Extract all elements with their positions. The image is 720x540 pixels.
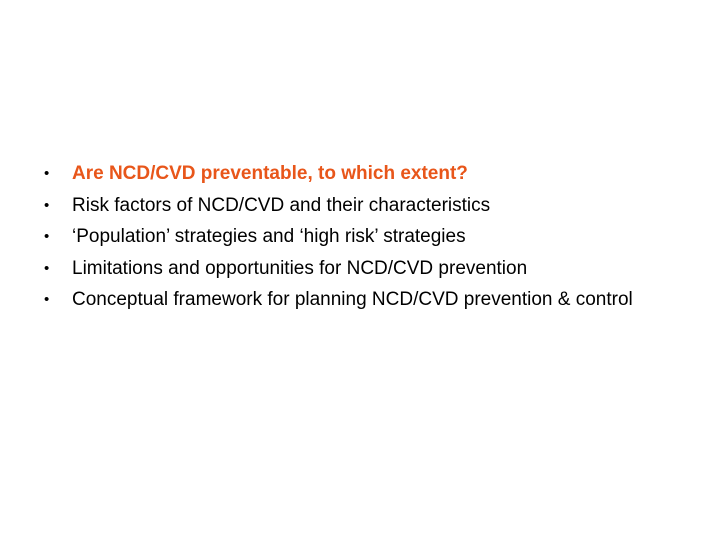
bullet-dot-icon: • bbox=[44, 228, 50, 245]
bullet-text: Risk factors of NCD/CVD and their characteristics bbox=[72, 194, 491, 216]
bullet-item-preventable bbox=[44, 161, 684, 187]
bullet-text: Limitations and opportunities for NCD/CVD prevention bbox=[72, 257, 528, 279]
bullet-dot-icon: • bbox=[44, 259, 50, 277]
bullet-item-framework bbox=[44, 287, 684, 313]
bullet-dot-icon: • bbox=[44, 165, 50, 182]
bullet-item-limitations bbox=[44, 256, 684, 282]
bullet-item-strategies bbox=[44, 224, 684, 250]
bullet-item-risk-factors bbox=[44, 193, 684, 219]
bullet-dot-icon: • bbox=[44, 291, 50, 308]
bullet-text: Are NCD/CVD preventable, to which extent? bbox=[72, 163, 468, 184]
agenda-bullet-list bbox=[44, 161, 684, 319]
bullet-dot-icon: • bbox=[44, 196, 50, 214]
bullet-text: ‘Population’ strategies and ‘high risk’ strategies bbox=[72, 226, 466, 247]
bullet-text: Conceptual framework for planning NCD/CVD prevention & control bbox=[72, 289, 633, 310]
